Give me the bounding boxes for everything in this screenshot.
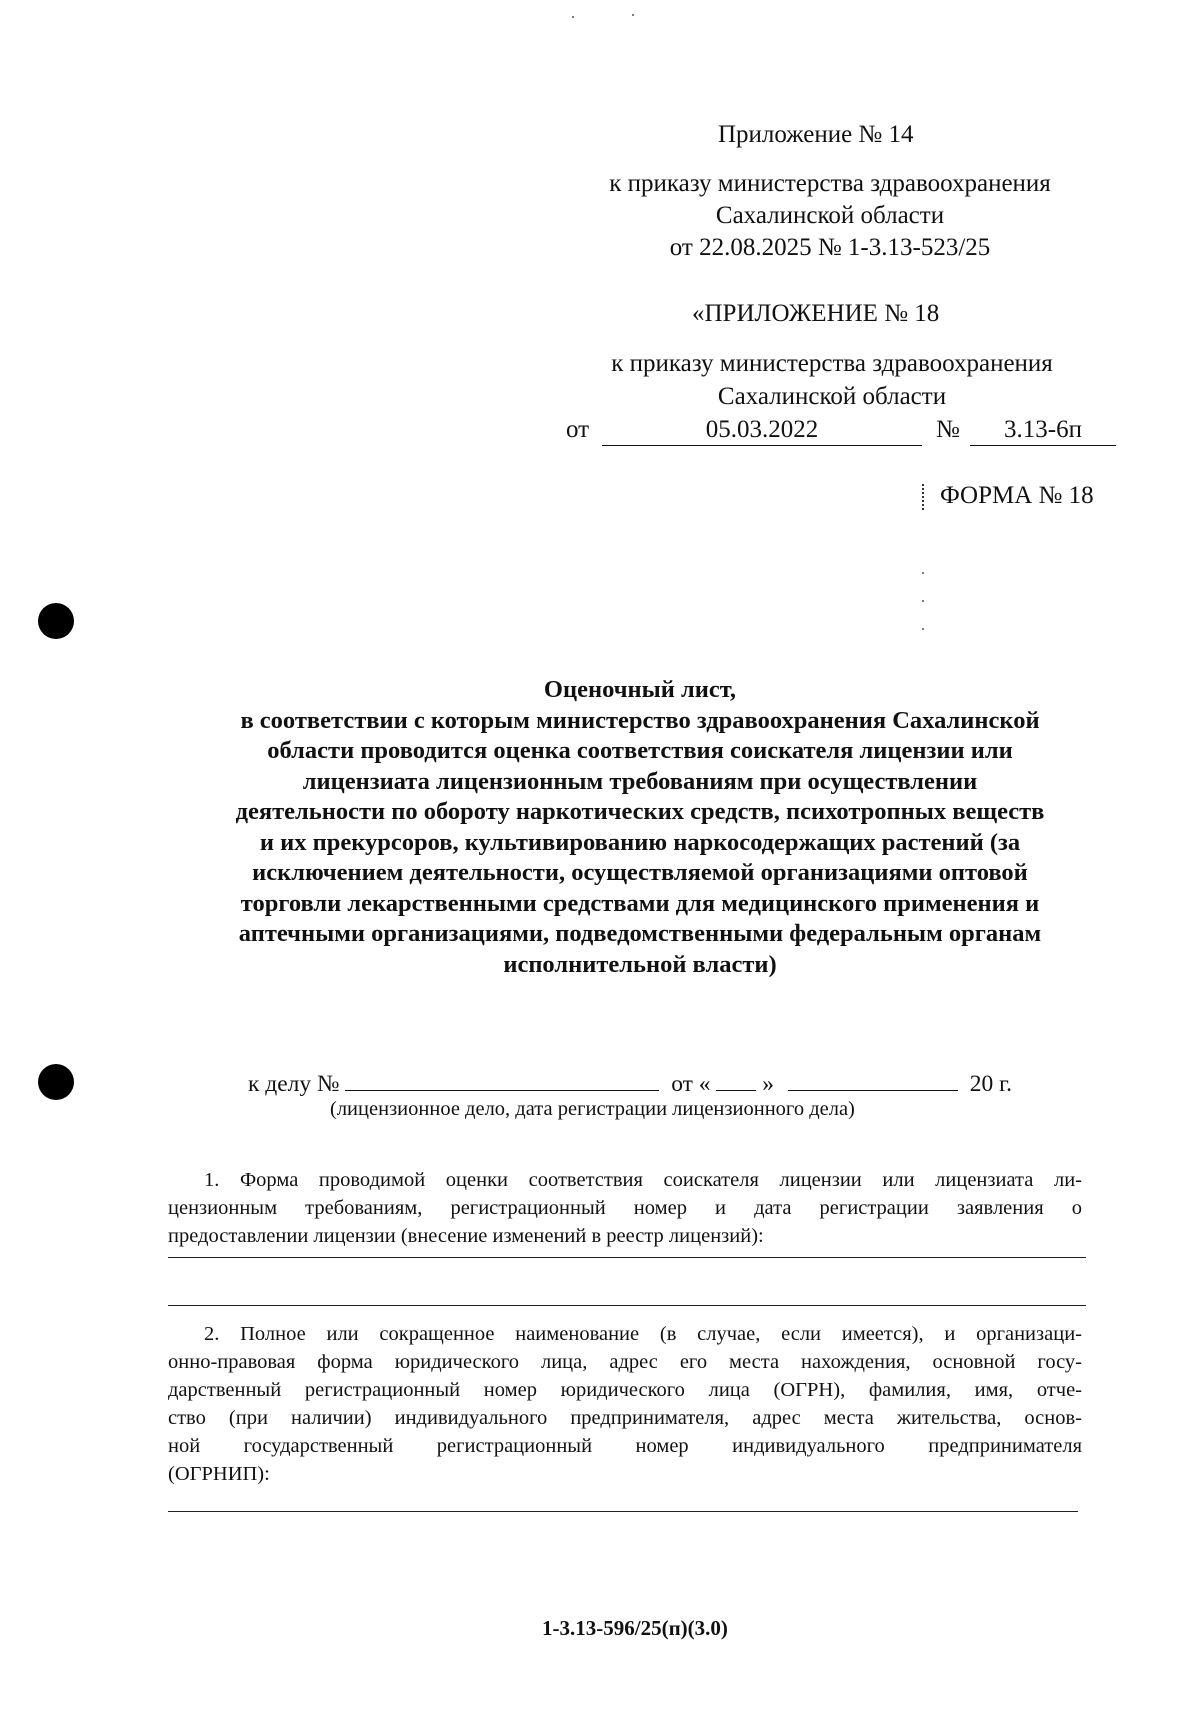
- order-number-2: 3.13-6п: [1004, 416, 1082, 443]
- order-reference: к приказу министерства здравоохранения: [609, 170, 1051, 197]
- title-line: исполнительной власти): [503, 950, 777, 978]
- order-reference-2: к приказу министерства здравоохранения: [611, 350, 1053, 377]
- order-region-2: Сахалинской области: [717, 383, 947, 410]
- title-line: деятельности по обороту наркотических средств, психотропных веществ: [235, 798, 1045, 825]
- scan-speck: [632, 14, 634, 16]
- section-1-answer-line[interactable]: [168, 1257, 1086, 1258]
- section-1-answer-line[interactable]: [168, 1305, 1086, 1306]
- num-label: №: [936, 416, 960, 443]
- title-line: аптечными организациями, подведомственными федеральным органам: [238, 920, 1042, 947]
- case-number-field[interactable]: [345, 1064, 659, 1091]
- case-day-field[interactable]: [716, 1064, 756, 1091]
- punch-hole-bottom: [38, 1064, 74, 1100]
- order-date-number: от 22.08.2025 № 1-3.13-523/25: [669, 234, 991, 261]
- title-line: области проводится оценка соответствия соискателя лицензии или: [267, 737, 1013, 764]
- case-month-field[interactable]: [788, 1064, 958, 1091]
- case-label: к делу №: [248, 1071, 340, 1097]
- section-2-line: (ОГРНИП):: [168, 1463, 270, 1485]
- order-date-2: 05.03.2022: [705, 416, 819, 443]
- punch-hole-top: [38, 603, 74, 639]
- case-row: [248, 1064, 1012, 1098]
- scan-speck: [922, 628, 924, 630]
- appendix-number: Приложение № 14: [718, 121, 914, 148]
- section-2-answer-line[interactable]: [168, 1511, 1078, 1512]
- ot-label: от: [566, 416, 590, 443]
- title-line: в соответствии с которым министерство здравоохранения Сахалинской: [240, 706, 1040, 734]
- title-line: лицензиата лицензионным требованиям при осуществлении: [302, 767, 978, 795]
- scan-speck: [572, 16, 574, 18]
- section-2-line: 2. Полное или сокращенное наименование (в случае, если имеется), и организаци-: [204, 1323, 1082, 1345]
- title-line: исключением деятельности, осуществляемой организациями оптовой: [252, 859, 1028, 886]
- section-2-line: ство (при наличии) индивидуального предпринимателя, адрес места жительства, основ-: [168, 1407, 1082, 1429]
- title-line: торговли лекарственными средствами для медицинского применения и: [240, 889, 1040, 917]
- form-marker: [922, 484, 926, 510]
- case-quote-close: »: [762, 1071, 775, 1097]
- section-1-line: цензионным требованиям, регистрационный номер и дата регистрации заявления о: [168, 1197, 1082, 1219]
- order-date-2-field: [602, 416, 922, 446]
- form-number: ФОРМА № 18: [940, 482, 1094, 509]
- order-region: Сахалинской области: [715, 202, 945, 229]
- document-title: [150, 675, 1130, 980]
- case-year: 20 г.: [969, 1071, 1013, 1097]
- title-line: и их прекурсоров, культивированию наркосодержащих растений (за: [259, 828, 1021, 856]
- section-1-line: предоставлении лицензии (внесение изменений в реестр лицензий):: [168, 1225, 764, 1247]
- case-caption: (лицензионное дело, дата регистрации лицензионного дела): [330, 1098, 855, 1120]
- section-2: [168, 1320, 1082, 1488]
- section-2-line: ной государственный регистрационный номер индивидуального предпринимателя: [168, 1435, 1082, 1457]
- title-line: Оценочный лист,: [543, 676, 737, 703]
- case-from-label: от «: [671, 1071, 711, 1097]
- section-2-line: онно-правовая форма юридического лица, адрес его места нахождения, основной госу-: [168, 1351, 1082, 1373]
- scan-speck: [922, 600, 924, 602]
- section-1: [168, 1166, 1082, 1250]
- order-number-2-field: [970, 416, 1116, 446]
- footer-code: 1-3.13-596/25(п)(3.0): [542, 1616, 728, 1640]
- section-2-line: дарственный регистрационный номер юридического лица (ОГРН), фамилия, имя, отче-: [168, 1379, 1082, 1401]
- scan-speck: [922, 572, 924, 574]
- section-1-line: 1. Форма проводимой оценки соответствия соискателя лицензии или лицензиата ли-: [204, 1169, 1082, 1191]
- appendix-18: «ПРИЛОЖЕНИЕ № 18: [692, 300, 940, 327]
